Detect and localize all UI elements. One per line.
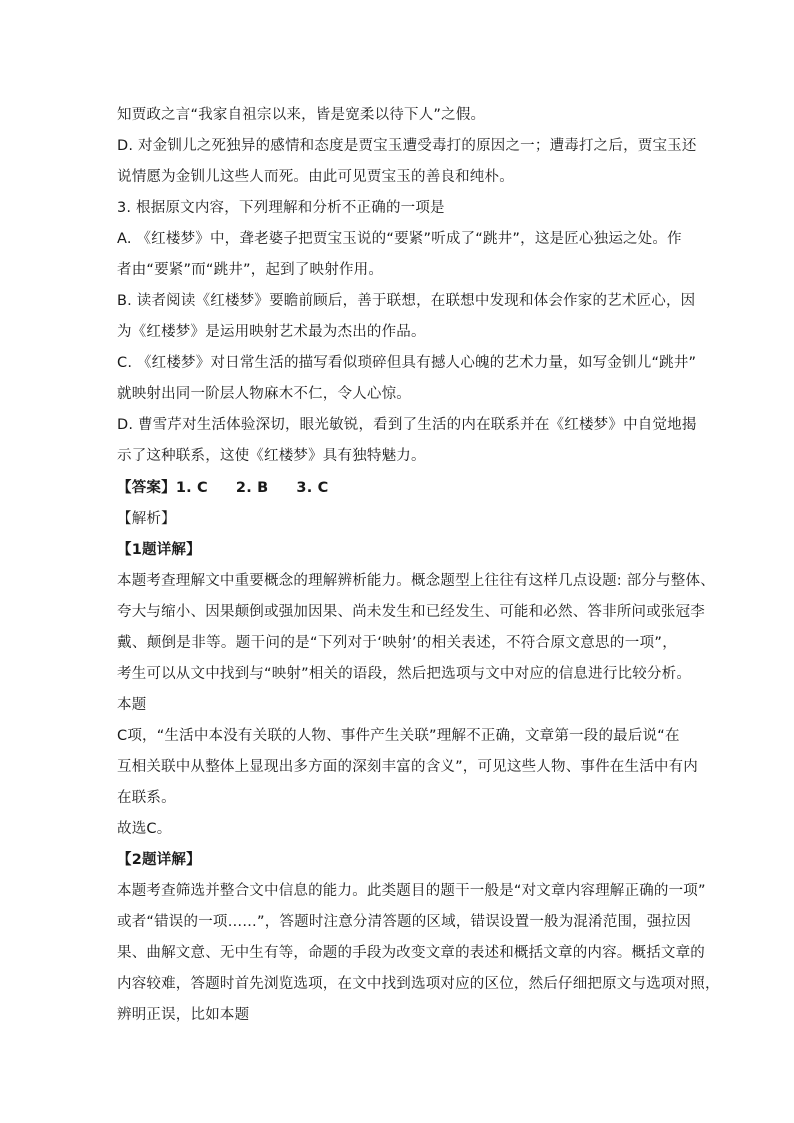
text-line: 故选C。 (117, 821, 172, 837)
text-line: 知贾政之言“我家自祖宗以来，皆是宽柔以待下人”之假。 (117, 107, 486, 123)
text-line: 或者“错误的一项……”，答题时注意分清答题的区域，错误设置一般为混淆范围，强拉因 (117, 914, 692, 930)
option-d-line: D. 曹雪芹对生活体验深切，眼光敏锐，看到了生活的内在联系并在《红楼梦》中自觉地揭 (117, 417, 697, 433)
answer-item: 3. C (296, 480, 329, 496)
answer-item: 2. B (235, 480, 269, 496)
document-page (117, 100, 720, 1031)
answer-item: 1. C (175, 480, 208, 496)
text-line: 互相关联中从整体上显现出多方面的深刻丰富的含义”，可见这些人物、事件在生活中有内 (117, 759, 699, 775)
text-line: 本题考查筛选并整合文中信息的能力。此类题目的题干一般是“对文章内容理解正确的一项” (117, 883, 706, 899)
text-line: 内容较难，答题时首先浏览选项，在文中找到选项对应的区位，然后仔细把原文与选项对照， (117, 976, 720, 992)
option-b-line: B. 读者阅读《红楼梦》要瞻前顾后，善于联想，在联想中发现和体会作家的艺术匠心，因 (117, 293, 696, 309)
q2-detail-heading: 【2题详解】 (117, 852, 201, 868)
answer-line (117, 472, 677, 504)
analysis-heading: 【解析】 (117, 511, 176, 527)
text-line: 本题 (117, 697, 147, 713)
option-c-line: C. 《红楼梦》对日常生活的描写看似琐碎但具有撼人心魄的艺术力量，如写金钏儿“跳井” (117, 355, 697, 371)
text-line: 就映射出同一阶层人物麻木不仁，令人心惊。 (117, 386, 411, 402)
text-line: C项，“生活中本没有关联的人物、事件产生关联”理解不正确，文章第一段的最后说“在 (117, 728, 680, 744)
text-line: 在联系。 (117, 790, 176, 806)
text-line: 夸大与缩小、因果颠倒或强加因果、尚未发生和已经发生、可能和必然、答非所问或张冠李 (117, 604, 705, 620)
text-line: 戴、颠倒是非等。题干问的是“下列对于‘映射’的相关表述，不符合原文意思的一项”， (117, 635, 677, 651)
question-3-stem: 3. 根据原文内容，下列理解和分析不正确的一项是 (117, 200, 445, 216)
q1-detail-heading: 【1题详解】 (117, 542, 201, 558)
text-line: 为《红楼梦》是运用映射艺术最为杰出的作品。 (117, 324, 426, 340)
text-line: 辨明正误，比如本题 (117, 1007, 250, 1023)
text-line: 本题考查理解文中重要概念的理解辨析能力。概念题型上往往有这样几点设题: 部分与整体、 (117, 573, 715, 589)
text-line: 示了这种联系，这使《红楼梦》具有独特魅力。 (117, 448, 426, 464)
option-d-line: D. 对金钏儿之死独异的感情和态度是贾宝玉遭受毒打的原因之一；遭毒打之后，贾宝玉还 (117, 138, 697, 154)
text-line: 说情愿为金钏儿这些人而死。由此可见贾宝玉的善良和纯朴。 (117, 169, 514, 185)
text-line: 考生可以从文中找到与“映射”相关的语段，然后把选项与文中对应的信息进行比较分析。 (117, 666, 692, 682)
text-line: 果、曲解文意、无中生有等，命题的手段为改变文章的表述和概括文章的内容。概括文章的 (117, 945, 705, 961)
answer-tag: 【答案】 (117, 480, 176, 496)
text-line: 者由“要紧”而“跳井”，起到了映射作用。 (117, 262, 384, 278)
option-a-line: A. 《红楼梦》中，聋老婆子把贾宝玉说的“要紧”听成了“跳井”，这是匠心独运之处。作 (117, 231, 682, 247)
